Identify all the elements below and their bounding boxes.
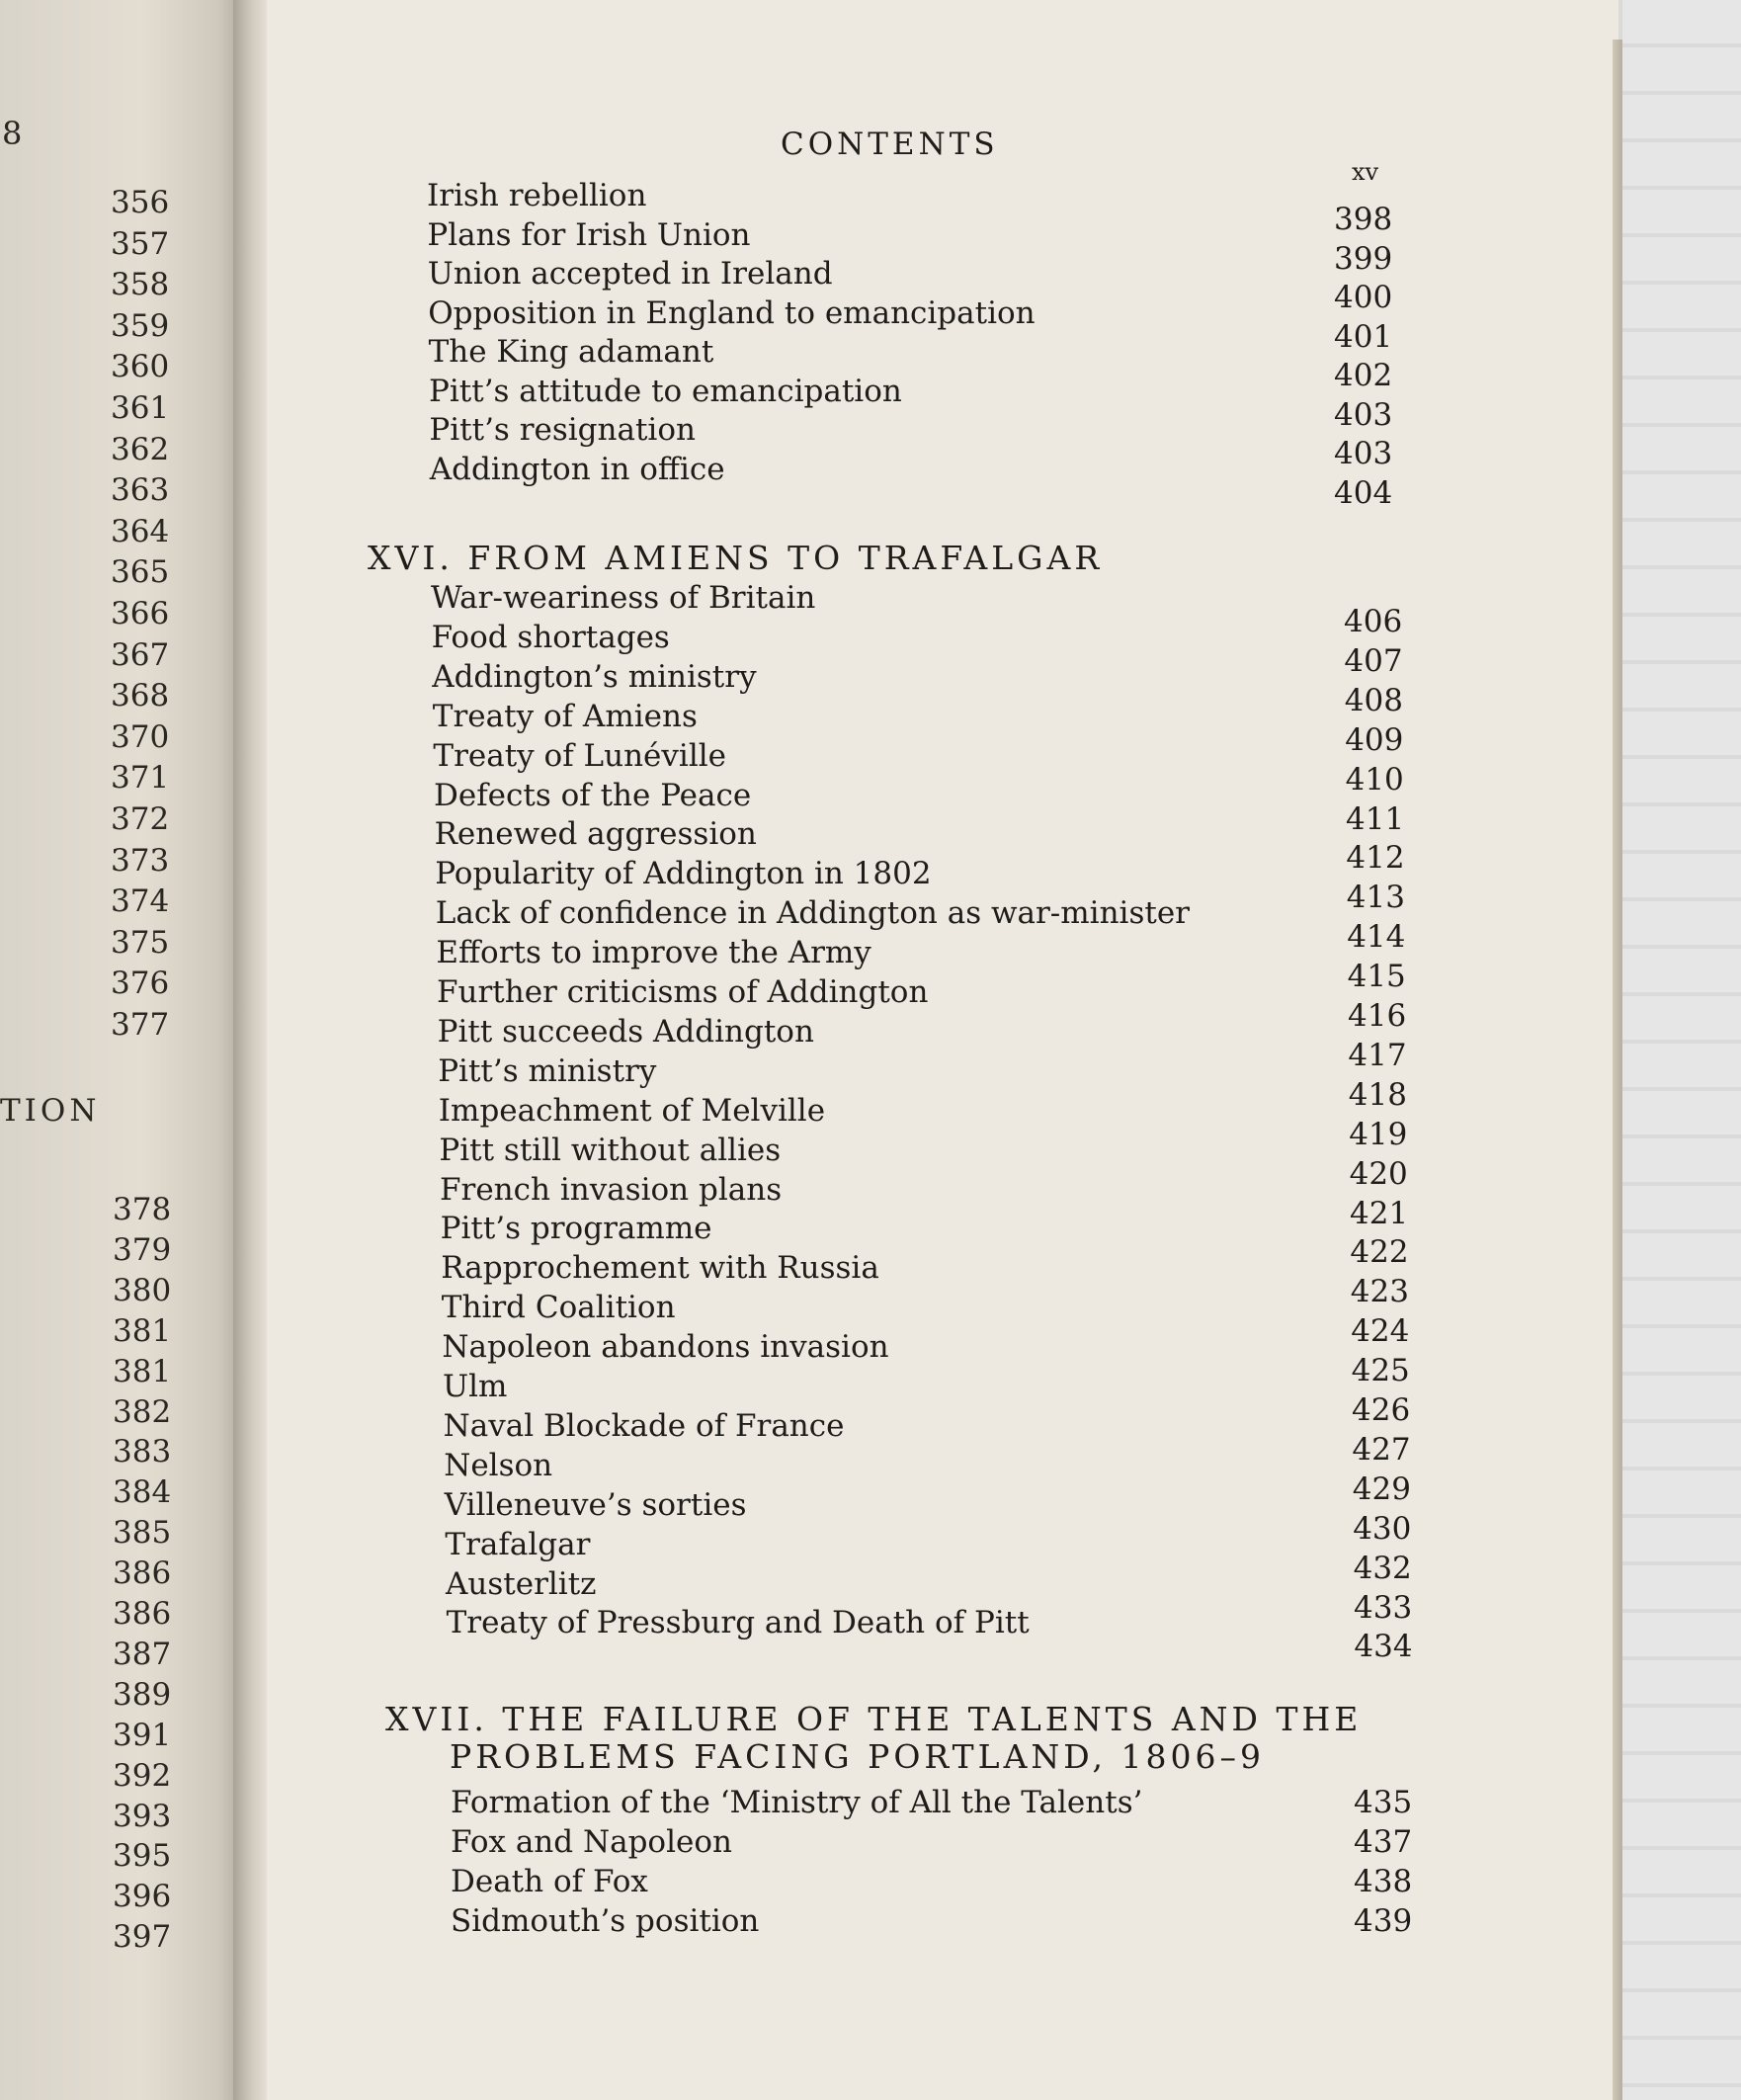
left-page-number: 366 <box>111 596 170 631</box>
toc-entry-title: Pitt’s ministry <box>438 1052 657 1089</box>
toc-entry-page: 425 <box>1351 1353 1410 1389</box>
toc-entry-title: Trafalgar <box>445 1526 591 1562</box>
left-page-number: 385 <box>113 1515 172 1552</box>
toc-entry-title: Pitt’s attitude to emancipation <box>429 373 902 409</box>
left-page-number: 371 <box>111 760 170 797</box>
left-page-number: 359 <box>111 307 170 344</box>
toc-entry-page: 424 <box>1351 1313 1410 1350</box>
left-page-number: 365 <box>111 554 170 591</box>
left-page-number: 373 <box>111 842 170 879</box>
left-page-number: 374 <box>111 883 170 920</box>
toc-entry-title: Villeneuve’s sorties <box>444 1486 747 1523</box>
chapter-heading-continued: PROBLEMS FACING PORTLAND, 1806–9 <box>450 1737 1266 1776</box>
toc-entry-page: 409 <box>1345 721 1404 758</box>
toc-entry-title: Impeachment of Melville <box>438 1092 826 1129</box>
chapter-heading: XVII. THE FAILURE OF THE TALENTS AND THE <box>385 1700 1363 1738</box>
left-page-number: 372 <box>111 801 170 837</box>
toc-entry-page: 416 <box>1348 998 1407 1034</box>
toc-entry-page: 417 <box>1348 1037 1407 1073</box>
toc-entry-title: Addington’s ministry <box>432 658 757 695</box>
toc-entry-page: 429 <box>1352 1470 1411 1507</box>
toc-entry-page: 413 <box>1346 880 1405 916</box>
left-page-number: 396 <box>113 1879 172 1915</box>
left-page-number: 387 <box>113 1636 172 1672</box>
left-page-number: 392 <box>113 1757 172 1794</box>
left-page-number: 384 <box>113 1474 172 1511</box>
left-page-number: 376 <box>111 966 170 1002</box>
running-head: CONTENTS <box>781 126 999 162</box>
toc-entry-page: 439 <box>1354 1903 1413 1939</box>
toc-entry-page: 401 <box>1334 318 1393 355</box>
toc-entry-page: 408 <box>1344 682 1403 718</box>
left-page-edge-number: 8 <box>2 115 23 152</box>
toc-entry-page: 400 <box>1334 280 1393 315</box>
toc-entry-page: 414 <box>1347 919 1406 956</box>
toc-entry-title: Fox and Napoleon <box>451 1824 732 1860</box>
toc-entry-page: 404 <box>1334 474 1393 511</box>
toc-entry-title: Formation of the ‘Ministry of All the Talents’ <box>451 1785 1143 1820</box>
toc-entry-page: 427 <box>1352 1431 1411 1468</box>
left-page-number: 383 <box>113 1434 172 1470</box>
toc-entry-title: Pitt still without allies <box>439 1132 782 1168</box>
toc-entry-title: Irish rebellion <box>427 178 647 213</box>
left-page-number: 363 <box>111 472 170 509</box>
toc-entry-page: 406 <box>1344 604 1403 639</box>
toc-entry-page: 432 <box>1353 1550 1412 1586</box>
toc-entry-title: Nelson <box>444 1447 553 1483</box>
left-page-number: 357 <box>111 225 170 262</box>
left-page-heading-fragment: TION <box>0 1093 101 1129</box>
toc-entry-title: Austerlitz <box>446 1565 597 1602</box>
toc-entry-title: Treaty of Pressburg and Death of Pitt <box>446 1605 1030 1641</box>
left-page-number: 370 <box>111 718 170 755</box>
toc-entry-page: 434 <box>1354 1629 1413 1665</box>
toc-entry-page: 433 <box>1354 1589 1413 1626</box>
toc-entry-title: Opposition in England to emancipation <box>428 294 1036 331</box>
left-page-number: 360 <box>111 349 170 385</box>
toc-entry-title: Treaty of Amiens <box>432 698 698 734</box>
page-number: xv <box>1352 158 1379 186</box>
toc-entry-page: 418 <box>1348 1076 1407 1113</box>
toc-entry-title: Pitt’s resignation <box>429 412 696 448</box>
toc-entry-page: 410 <box>1345 761 1404 798</box>
left-page-number: 386 <box>113 1596 172 1632</box>
toc-entry-title: Union accepted in Ireland <box>427 256 833 292</box>
toc-entry-title: Addington in office <box>429 451 725 487</box>
toc-entry-page: 423 <box>1350 1274 1409 1310</box>
toc-entry-page: 437 <box>1354 1824 1413 1860</box>
toc-entry-page: 399 <box>1334 240 1393 277</box>
left-page-number: 381 <box>113 1353 172 1389</box>
toc-entry-page: 407 <box>1344 642 1403 679</box>
toc-entry-page: 438 <box>1354 1864 1413 1899</box>
toc-entry-page: 398 <box>1334 202 1393 237</box>
left-page-number: 380 <box>113 1272 172 1308</box>
toc-entry-title: Pitt’s programme <box>440 1211 712 1247</box>
page-edge <box>1613 40 1622 2100</box>
toc-entry-page: 435 <box>1354 1785 1413 1820</box>
toc-entry-title: Napoleon abandons invasion <box>442 1329 889 1366</box>
toc-entry-title: Popularity of Addington in 1802 <box>435 856 932 892</box>
toc-entry-page: 430 <box>1353 1510 1412 1547</box>
toc-entry-title: Sidmouth’s position <box>451 1903 760 1939</box>
toc-entry-page: 402 <box>1334 358 1393 393</box>
left-page-number: 362 <box>111 431 170 467</box>
left-page-number: 364 <box>111 513 170 549</box>
toc-entry-title: Defects of the Peace <box>434 777 752 813</box>
left-page-number: 378 <box>113 1192 172 1227</box>
toc-entry-title: Treaty of Lunéville <box>433 737 726 774</box>
toc-entry-page: 403 <box>1334 396 1393 433</box>
left-page-number: 397 <box>113 1919 172 1956</box>
toc-entry-title: Lack of confidence in Addington as war-minister <box>435 895 1190 932</box>
left-page-number: 395 <box>113 1838 172 1875</box>
left-page-number: 358 <box>111 267 170 303</box>
toc-entry-page: 403 <box>1334 436 1393 471</box>
toc-entry-title: Efforts to improve the Army <box>436 935 871 971</box>
toc-entry-title: Rapprochement with Russia <box>441 1250 879 1287</box>
toc-entry-page: 422 <box>1350 1234 1409 1271</box>
left-page-number: 361 <box>111 390 170 426</box>
toc-entry-title: The King adamant <box>428 334 714 370</box>
left-page-number: 368 <box>111 678 170 714</box>
left-page-number: 377 <box>111 1007 170 1043</box>
left-page-number: 367 <box>111 636 170 673</box>
left-page-number: 386 <box>113 1555 172 1592</box>
toc-entry-title: Renewed aggression <box>434 816 757 853</box>
left-page <box>0 0 237 2100</box>
toc-entry-page: 415 <box>1347 959 1406 995</box>
toc-entry-title: Pitt succeeds Addington <box>437 1013 814 1050</box>
left-page-number: 356 <box>111 185 170 220</box>
toc-entry-title: Plans for Irish Union <box>427 216 751 253</box>
toc-entry-title: Naval Blockade of France <box>443 1407 845 1444</box>
left-page-number: 382 <box>113 1393 172 1430</box>
toc-entry-title: Food shortages <box>431 619 670 655</box>
toc-entry-title: Death of Fox <box>451 1864 648 1899</box>
toc-entry-page: 421 <box>1350 1195 1409 1231</box>
chapter-heading: XVI. FROM AMIENS TO TRAFALGAR <box>368 539 1104 577</box>
toc-entry-title: Third Coalition <box>441 1290 676 1326</box>
left-page-number: 389 <box>113 1676 172 1713</box>
toc-entry-page: 412 <box>1346 840 1405 877</box>
toc-entry-title: Further criticisms of Addington <box>437 974 929 1010</box>
toc-entry-title: French invasion plans <box>440 1171 783 1208</box>
toc-entry-page: 426 <box>1352 1392 1411 1428</box>
toc-entry-page: 419 <box>1349 1116 1408 1152</box>
left-page-number: 391 <box>113 1717 172 1753</box>
toc-entry-page: 420 <box>1349 1155 1408 1192</box>
left-page-number: 375 <box>111 924 170 961</box>
background-surface <box>1622 0 1741 2100</box>
left-page-number: 379 <box>113 1231 172 1268</box>
toc-entry-title: War-weariness of Britain <box>431 580 816 616</box>
toc-entry-page: 411 <box>1346 800 1405 837</box>
toc-entry-title: Ulm <box>443 1369 508 1404</box>
left-page-number: 393 <box>113 1798 172 1834</box>
left-page-number: 381 <box>113 1312 172 1349</box>
